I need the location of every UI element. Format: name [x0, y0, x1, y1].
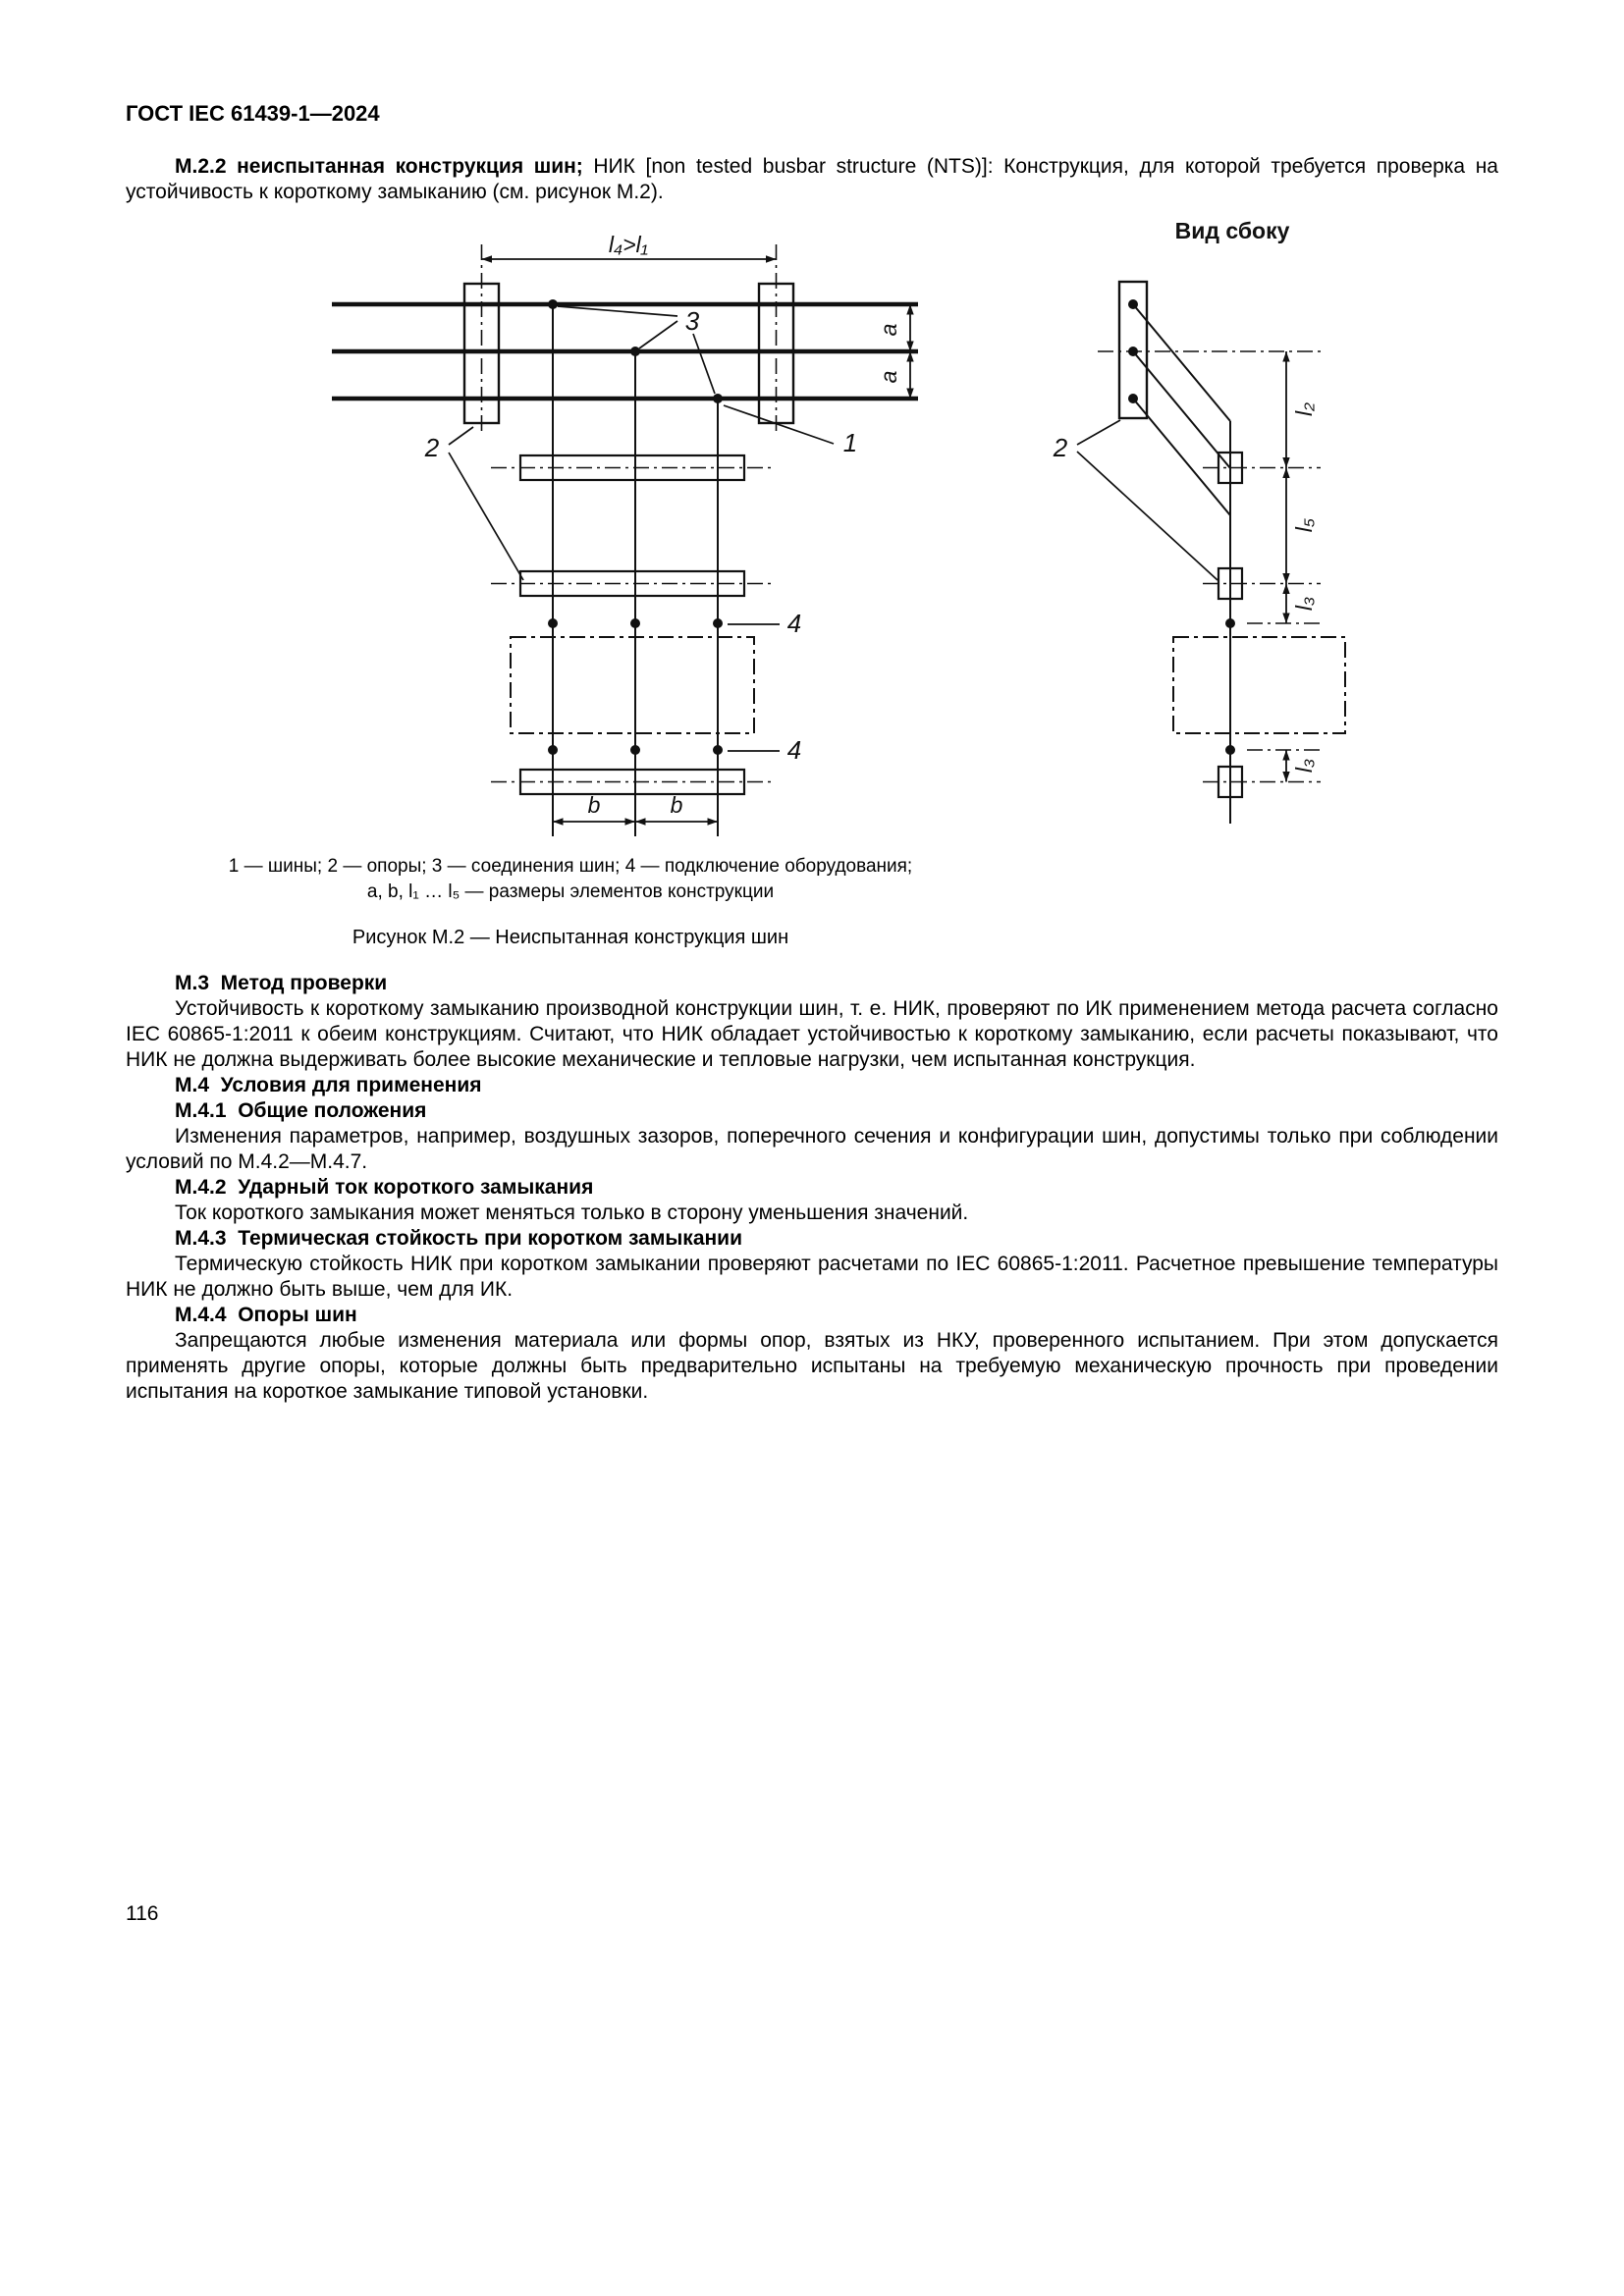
dim-label-l3b: l₃ — [1291, 758, 1317, 774]
paragraph-m41: Изменения параметров, например, воздушных зазоров, поперечного сечения и конфигурации шин, допустимы только при соблюдении условий по М.4.2—М.4.7. — [126, 1125, 1498, 1173]
item-label-4a: 4 — [786, 609, 802, 638]
paragraph-m43: Термическую стойкость НИК при коротком замыкании проверяют расчетами по IEC 60865-1:2011. Расчетное превышение температуры НИК не должно быть выше, чем для ИК. — [126, 1253, 1498, 1301]
dim-label-l5: l₅ — [1291, 517, 1317, 533]
body-text — [126, 971, 1498, 1405]
heading-m42: М.4.2 Ударный ток короткого замыкания — [175, 1176, 594, 1199]
heading-m3: М.3 Метод проверки — [175, 972, 388, 994]
item-label-2-front: 2 — [424, 433, 440, 462]
m22-definition: НИК [non tested busbar structure (NTS)]: Конструкция, для которой требуется проверка на устойчивость к короткому замыканию (см. рисунок М.2). — [126, 155, 1498, 203]
item-label-2-side: 2 — [1053, 433, 1068, 462]
side-view-title: Вид сбоку — [1174, 218, 1290, 243]
m22-term: М.2.2 неиспытанная конструкция шин; — [175, 155, 583, 178]
paragraph-m3: Устойчивость к короткому замыканию производной конструкции шин, т. е. НИК, проверяют по ИК применением метода расчета согласно IEC 60865-1:2011 к обеим конструкциям. Считают, что НИК обладает устойчивостью к короткому замыканию, если расчеты показывают, что НИК не должна выдерживать более высокие механические и тепловые нагрузки, чем испытанная конструкция. — [126, 997, 1498, 1071]
equipment-box-side — [1173, 637, 1345, 733]
heading-m4: М.4 Условия для применения — [175, 1074, 482, 1096]
side-view — [1077, 282, 1345, 824]
dim-label-a2: a — [876, 370, 901, 384]
leader-lines-side — [1077, 420, 1218, 580]
figure-title: Рисунок М.2 — Неиспытанная конструкция шин — [352, 927, 789, 948]
heading-m43: М.4.3 Термическая стойкость при коротком замыкании — [175, 1227, 743, 1250]
dim-label-l4-l1: l₄>l₁ — [608, 232, 649, 257]
paragraph-m42: Ток короткого замыкания может меняться только в сторону уменьшения значений. — [175, 1201, 969, 1224]
connection-dots-side — [1128, 299, 1235, 755]
page-number: 116 — [126, 1902, 159, 1925]
clamp-support-2 — [491, 571, 776, 596]
front-view-labels — [424, 232, 901, 818]
dim-label-b1: b — [587, 792, 601, 818]
heading-m41: М.4.1 Общие положения — [175, 1099, 427, 1122]
side-clamp-2 — [1203, 568, 1321, 599]
side-view-labels — [1053, 218, 1317, 773]
item-label-1: 1 — [842, 428, 858, 457]
dim-label-b2: b — [670, 792, 683, 818]
item-label-3: 3 — [684, 306, 700, 336]
paragraph-m44: Запрещаются любые изменения материала или формы опор, взятых из НКУ, проверенного испытанием. При этом допускается применять другие опоры, которые должны быть предварительно испытаны на требуемую механическую прочность при проведении испытания на короткое замыкание типовой установки. — [126, 1329, 1498, 1403]
clamp-support-3 — [491, 770, 776, 794]
item-label-4b: 4 — [786, 735, 802, 765]
heading-m44: М.4.4 Опоры шин — [175, 1304, 357, 1326]
figure-m2-diagram — [0, 215, 1624, 848]
front-view — [332, 244, 918, 836]
document-header: ГОСТ IEC 61439-1—2024 — [126, 101, 380, 126]
dim-label-l2: l₂ — [1291, 402, 1317, 416]
busbars — [332, 304, 918, 399]
dim-label-l3a: l₃ — [1291, 596, 1317, 612]
clamp-support-1 — [491, 455, 776, 480]
dim-label-a1: a — [876, 323, 901, 337]
figure-caption-line1: 1 — шины; 2 — опоры; 3 — соединения шин; 4 — подключение оборудования; — [228, 856, 913, 877]
figure-caption-line2: a, b, l₁ … l₅ — размеры элементов конструкции — [366, 881, 775, 902]
paragraph-m22 — [126, 154, 1498, 205]
